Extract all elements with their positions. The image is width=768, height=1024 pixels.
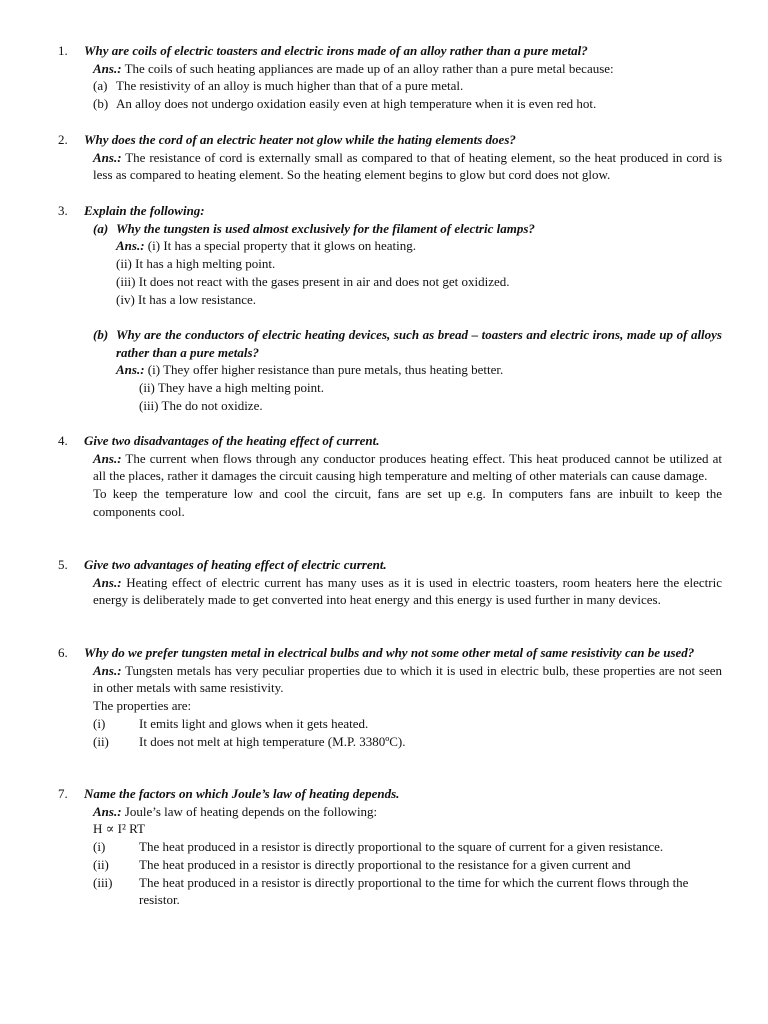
formula: H ∝ I² RT: [93, 821, 145, 837]
question-number: 6.: [58, 645, 68, 660]
answer-label: Ans.:: [93, 662, 122, 678]
list-item: (ii) The heat produced in a resistor is directly proportional to the resistance for a given current and: [93, 856, 631, 872]
question-4: [58, 432, 722, 521]
answer-text: Ans.: Heating effect of electric current has many uses as it is used in electric toasters, room heaters here the electric energy is deliberately made to get converted into heat energy and this energy is used further in many devices.: [93, 574, 723, 608]
question-number: 3.: [58, 203, 68, 218]
list-item: (i) The heat produced in a resistor is directly proportional to the square of current for a given resistance.: [93, 839, 664, 855]
question-2: [58, 131, 722, 184]
list-item: (i) It emits light and glows when it gets heated.: [93, 715, 369, 731]
question-text: Name the factors on which Joule’s law of heating depends.: [84, 786, 400, 801]
list-item: (a) The resistivity of an alloy is much higher than that of a pure metal.: [93, 78, 464, 94]
sub-question-b: (b) Why are the conductors of electric heating devices, such as bread – toasters and electric irons, made up of alloys rather than a pure metals?: [93, 326, 722, 360]
answer-label: Ans.:: [93, 803, 122, 819]
list-item: (iv) It has a low resistance.: [116, 291, 257, 307]
question-text: Why does the cord of an electric heater not glow while the hating elements does?: [84, 132, 516, 147]
list-item: (iii) It does not react with the gases present in air and does not get oxidized.: [116, 273, 510, 289]
question-number: 7.: [58, 786, 68, 801]
question-3: [58, 202, 722, 414]
question-number: 5.: [58, 557, 68, 572]
answer-intro: The properties are:: [93, 698, 192, 714]
answer-label: Ans.:: [93, 450, 122, 466]
question-text: Why do we prefer tungsten metal in electrical bulbs and why not some other metal of same resistivity can be used?: [84, 645, 695, 660]
answer-text: Ans.: The resistance of cord is externally small as compared to that of heating element, so the heat produced in cord is less as compared to heating element. So the heating element begins to glow but cord does not glow.: [93, 149, 723, 183]
question-text: Explain the following:: [84, 203, 205, 218]
answer-text: Ans.: (i) They offer higher resistance than pure metals, thus heating better.: [116, 362, 504, 378]
answer-label: Ans.:: [93, 149, 122, 165]
question-7: [58, 785, 722, 909]
sub-question-a: (a) Why the tungsten is used almost exclusively for the filament of electric lamps?: [93, 220, 535, 236]
list-item: (ii) It has a high melting point.: [116, 256, 276, 272]
list-item: (b) An alloy does not undergo oxidation easily even at high temperature when it is even red hot.: [93, 96, 597, 112]
list-item: (iii) The do not oxidize.: [139, 397, 263, 413]
list-item: (ii) It does not melt at high temperature (M.P. 3380ºC).: [93, 733, 406, 749]
answer-label: Ans.:: [93, 574, 122, 590]
question-text: Give two advantages of heating effect of electric current.: [84, 557, 387, 572]
answer-text: Ans.: Tungsten metals has very peculiar properties due to which it is used in electric bulb, these properties are not seen in other metals with same resistivity.: [93, 662, 723, 696]
question-text: Why are coils of electric toasters and electric irons made of an alloy rather than a pure metal?: [84, 43, 588, 58]
list-item: (iii) The heat produced in a resistor is directly proportional to the time for which the current flows through the resistor.: [93, 874, 689, 908]
question-5: [58, 556, 722, 609]
question-number: 1.: [58, 43, 68, 58]
question-number: 2.: [58, 132, 68, 147]
answer-label: Ans.:: [116, 238, 145, 254]
question-1: [58, 42, 722, 113]
list-item: (ii) They have a high melting point.: [139, 380, 324, 396]
question-6: [58, 644, 722, 750]
answer-extra: To keep the temperature low and cool the circuit, fans are set up e.g. In computers fans are inbuilt to keep the components cool.: [93, 486, 722, 519]
answer-text: Ans.: The coils of such heating appliances are made up of an alloy rather than a pure metal because:: [93, 60, 614, 76]
question-text: Give two disadvantages of the heating effect of current.: [84, 433, 380, 448]
answer-label: Ans.:: [116, 362, 145, 378]
answer-label: Ans.:: [93, 60, 122, 76]
answer-text: Ans.: (i) It has a special property that it glows on heating.: [116, 238, 417, 254]
answer-text: Ans.: The current when flows through any conductor produces heating effect. This heat produced cannot be utilized at all the places, rather it damages the circuit causing high temperature and melting of other materials can cause damage.: [93, 450, 722, 484]
answer-text: Ans.: Joule’s law of heating depends on the following:: [93, 803, 378, 819]
question-number: 4.: [58, 433, 68, 448]
